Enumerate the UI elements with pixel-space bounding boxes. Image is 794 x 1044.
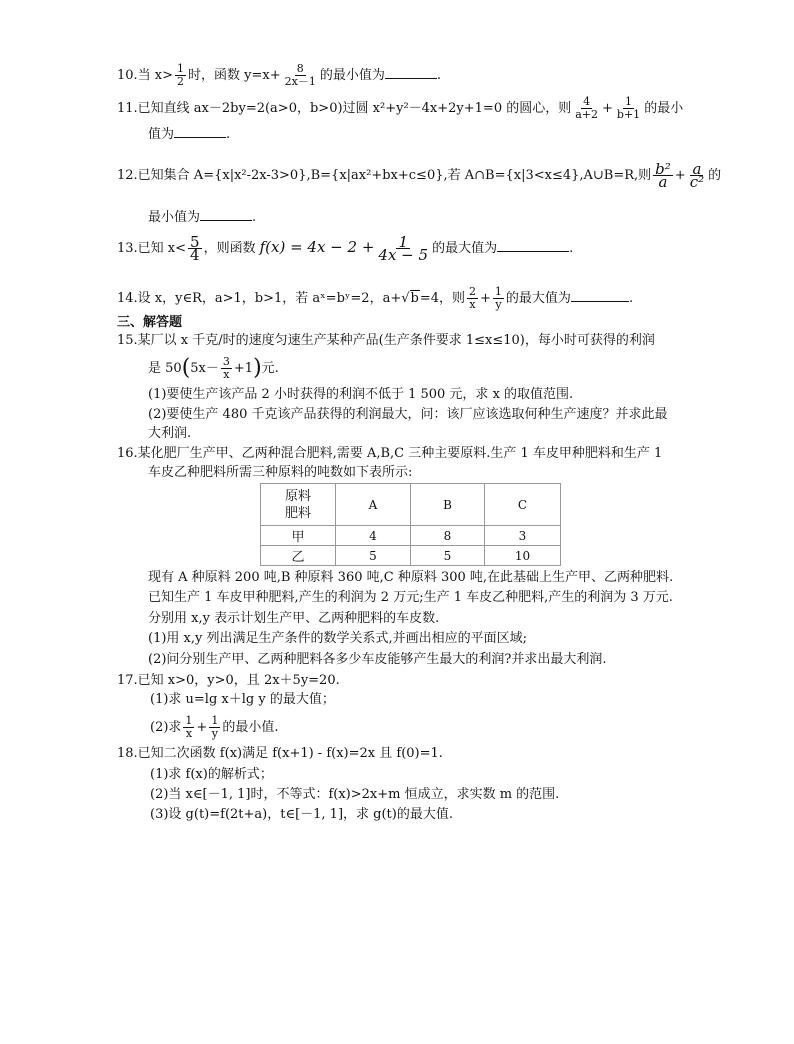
answer-blank: [385, 66, 437, 79]
fraction: $\frac{1}{x}$: [185, 714, 193, 740]
question-13: 13.已知 x< $\frac{5}{4}$ ，则函数 f(x) = 4x − 2 + $\frac{1}{4x - 5}$ 的最大值为 .: [117, 233, 574, 264]
question-12-cont: 最小值为 .: [148, 210, 257, 225]
answer-blank: [571, 289, 629, 302]
table-cell: 10: [485, 546, 561, 566]
question-12: 12.已知集合 A={x|x²-2x-3>0},B={x|ax²+bx+c≤0},若 A∩B={x|3<x≤4},A∪B=R,则 $\frac{\text{b²}}{a}$ + $\frac{a}{\text{c²}}$ 的: [117, 160, 722, 191]
answer-blank: [174, 125, 226, 138]
question-18-sub3: (3)设 g(t)=f(2t+a)，t∈[－1, 1]，求 g(t)的最大值.: [150, 807, 453, 822]
fraction: $\frac{1}{y}$: [211, 714, 219, 740]
question-14: 14.设 x，y∈R，a>1，b>1，若 aˣ=bʸ=2，a+√b=4，则 $\frac{2}{x}$ + $\frac{1}{y}$ 的最大值为 .: [117, 285, 634, 311]
fraction: $\frac{3}{x}$: [222, 355, 230, 381]
section-heading: 三、解答题: [117, 315, 183, 330]
answer-blank: [497, 239, 569, 252]
table-header-row: [261, 484, 561, 526]
table-cell: 3: [485, 526, 561, 546]
question-16-text: 现有 A 种原料 200 吨,B 种原料 360 吨,C 种原料 300 吨,在此基础上生产甲、乙两种肥料.: [148, 570, 674, 585]
question-16-text: 已知生产 1 车皮甲种肥料,产生的利润为 2 万元;生产 1 车皮乙种肥料,产生的利润为 3 万元.: [148, 590, 673, 605]
question-15-sub1: (1)要使生产该产品 2 小时获得的利润不低于 1 500 元，求 x 的取值范围.: [148, 387, 574, 402]
question-16-sub2: (2)问分别生产甲、乙两种肥料各多少车皮能够产生最大的利润?并求出最大利润.: [148, 652, 607, 667]
question-16-text: 分别用 x,y 表示计划生产甲、乙两种肥料的车皮数.: [148, 611, 440, 626]
table-cell: 5: [336, 546, 411, 566]
fraction: $\frac{8}{2x-1}$: [284, 62, 316, 88]
table-row: [261, 546, 561, 566]
question-16: 16.某化肥厂生产甲、乙两种混合肥料,需要 A,B,C 三种主要原料.生产 1 车皮甲种肥料和生产 1: [117, 446, 663, 461]
question-15-sub2-cont: 大利润.: [148, 426, 192, 441]
question-11: 11.已知直线 ax－2by=2(a>0，b>0)过圆 x²+y²－4x+2y+1=0 的圆心，则 $\frac{4}{a+2}$ + $\frac{1}{b+1}$ 的最小: [117, 95, 684, 121]
question-11-cont: 值为 .: [148, 127, 231, 142]
fraction: $\frac{1}{4x - 5}$: [378, 233, 429, 264]
table-corner-cell: 原料 肥料: [261, 484, 336, 526]
fraction: $\frac{1}{y}$: [494, 285, 502, 311]
materials-table: [260, 483, 561, 566]
table-cell: 4: [336, 526, 411, 546]
fraction: $\frac{1}{b+1}$: [616, 95, 641, 121]
fraction: $\frac{2}{x}$: [469, 285, 477, 311]
question-10: 10.当 x> $\frac{1}{2}$ 时，函数 y=x+ $\frac{8}{2x-1}$ 的最小值为 .: [117, 62, 441, 88]
fraction: $\frac{5}{4}$: [190, 233, 200, 264]
question-17-sub2: (2)求 $\frac{1}{x}$ + $\frac{1}{y}$ 的最小值.: [150, 714, 279, 740]
fraction: $\frac{a}{\text{c²}}$: [689, 160, 705, 191]
question-15-cont: 是 50(5x－ $\frac{3}{x}$ +1)元.: [148, 355, 279, 381]
table-header-cell: B: [411, 484, 485, 526]
question-15: 15.某厂以 x 千克/时的速度匀速生产某种产品(生产条件要求 1≤x≤10)，每小时可获得的利润: [117, 333, 655, 348]
question-16-sub1: (1)用 x,y 列出满足生产条件的数学关系式,并画出相应的平面区域;: [148, 631, 527, 646]
question-18-sub2: (2)当 x∈[－1, 1]时，不等式：f(x)>2x+m 恒成立，求实数 m 的范围.: [150, 787, 560, 802]
question-15-sub2: (2)要使生产 480 千克该产品获得的利润最大，问：该厂应该选取何种生产速度？并求此最: [148, 407, 668, 422]
table-header-cell: A: [336, 484, 411, 526]
table-cell: 8: [411, 526, 485, 546]
table-row: [261, 526, 561, 546]
answer-blank: [200, 208, 252, 221]
question-17-sub1: (1)求 u=lg x＋lg y 的最大值；: [150, 692, 335, 707]
fraction: $\frac{\text{b²}}{a}$: [655, 160, 671, 191]
fraction: $\frac{4}{a+2}$: [575, 95, 599, 121]
question-17: 17.已知 x>0，y>0，且 2x＋5y=20.: [117, 673, 340, 688]
question-16-cont: 车皮乙种肥料所需三种原料的吨数如下表所示:: [148, 465, 413, 480]
table-row-label: 乙: [261, 546, 336, 566]
question-18-sub1: (1)求 f(x)的解析式；: [150, 767, 273, 782]
question-18: 18.已知二次函数 f(x)满足 f(x+1) - f(x)=2x 且 f(0)=1.: [117, 746, 443, 761]
sqrt-sign: √: [401, 291, 410, 306]
table-header-cell: C: [485, 484, 561, 526]
table-row-label: 甲: [261, 526, 336, 546]
table-cell: 5: [411, 546, 485, 566]
fraction: $\frac{1}{2}$: [177, 62, 185, 88]
